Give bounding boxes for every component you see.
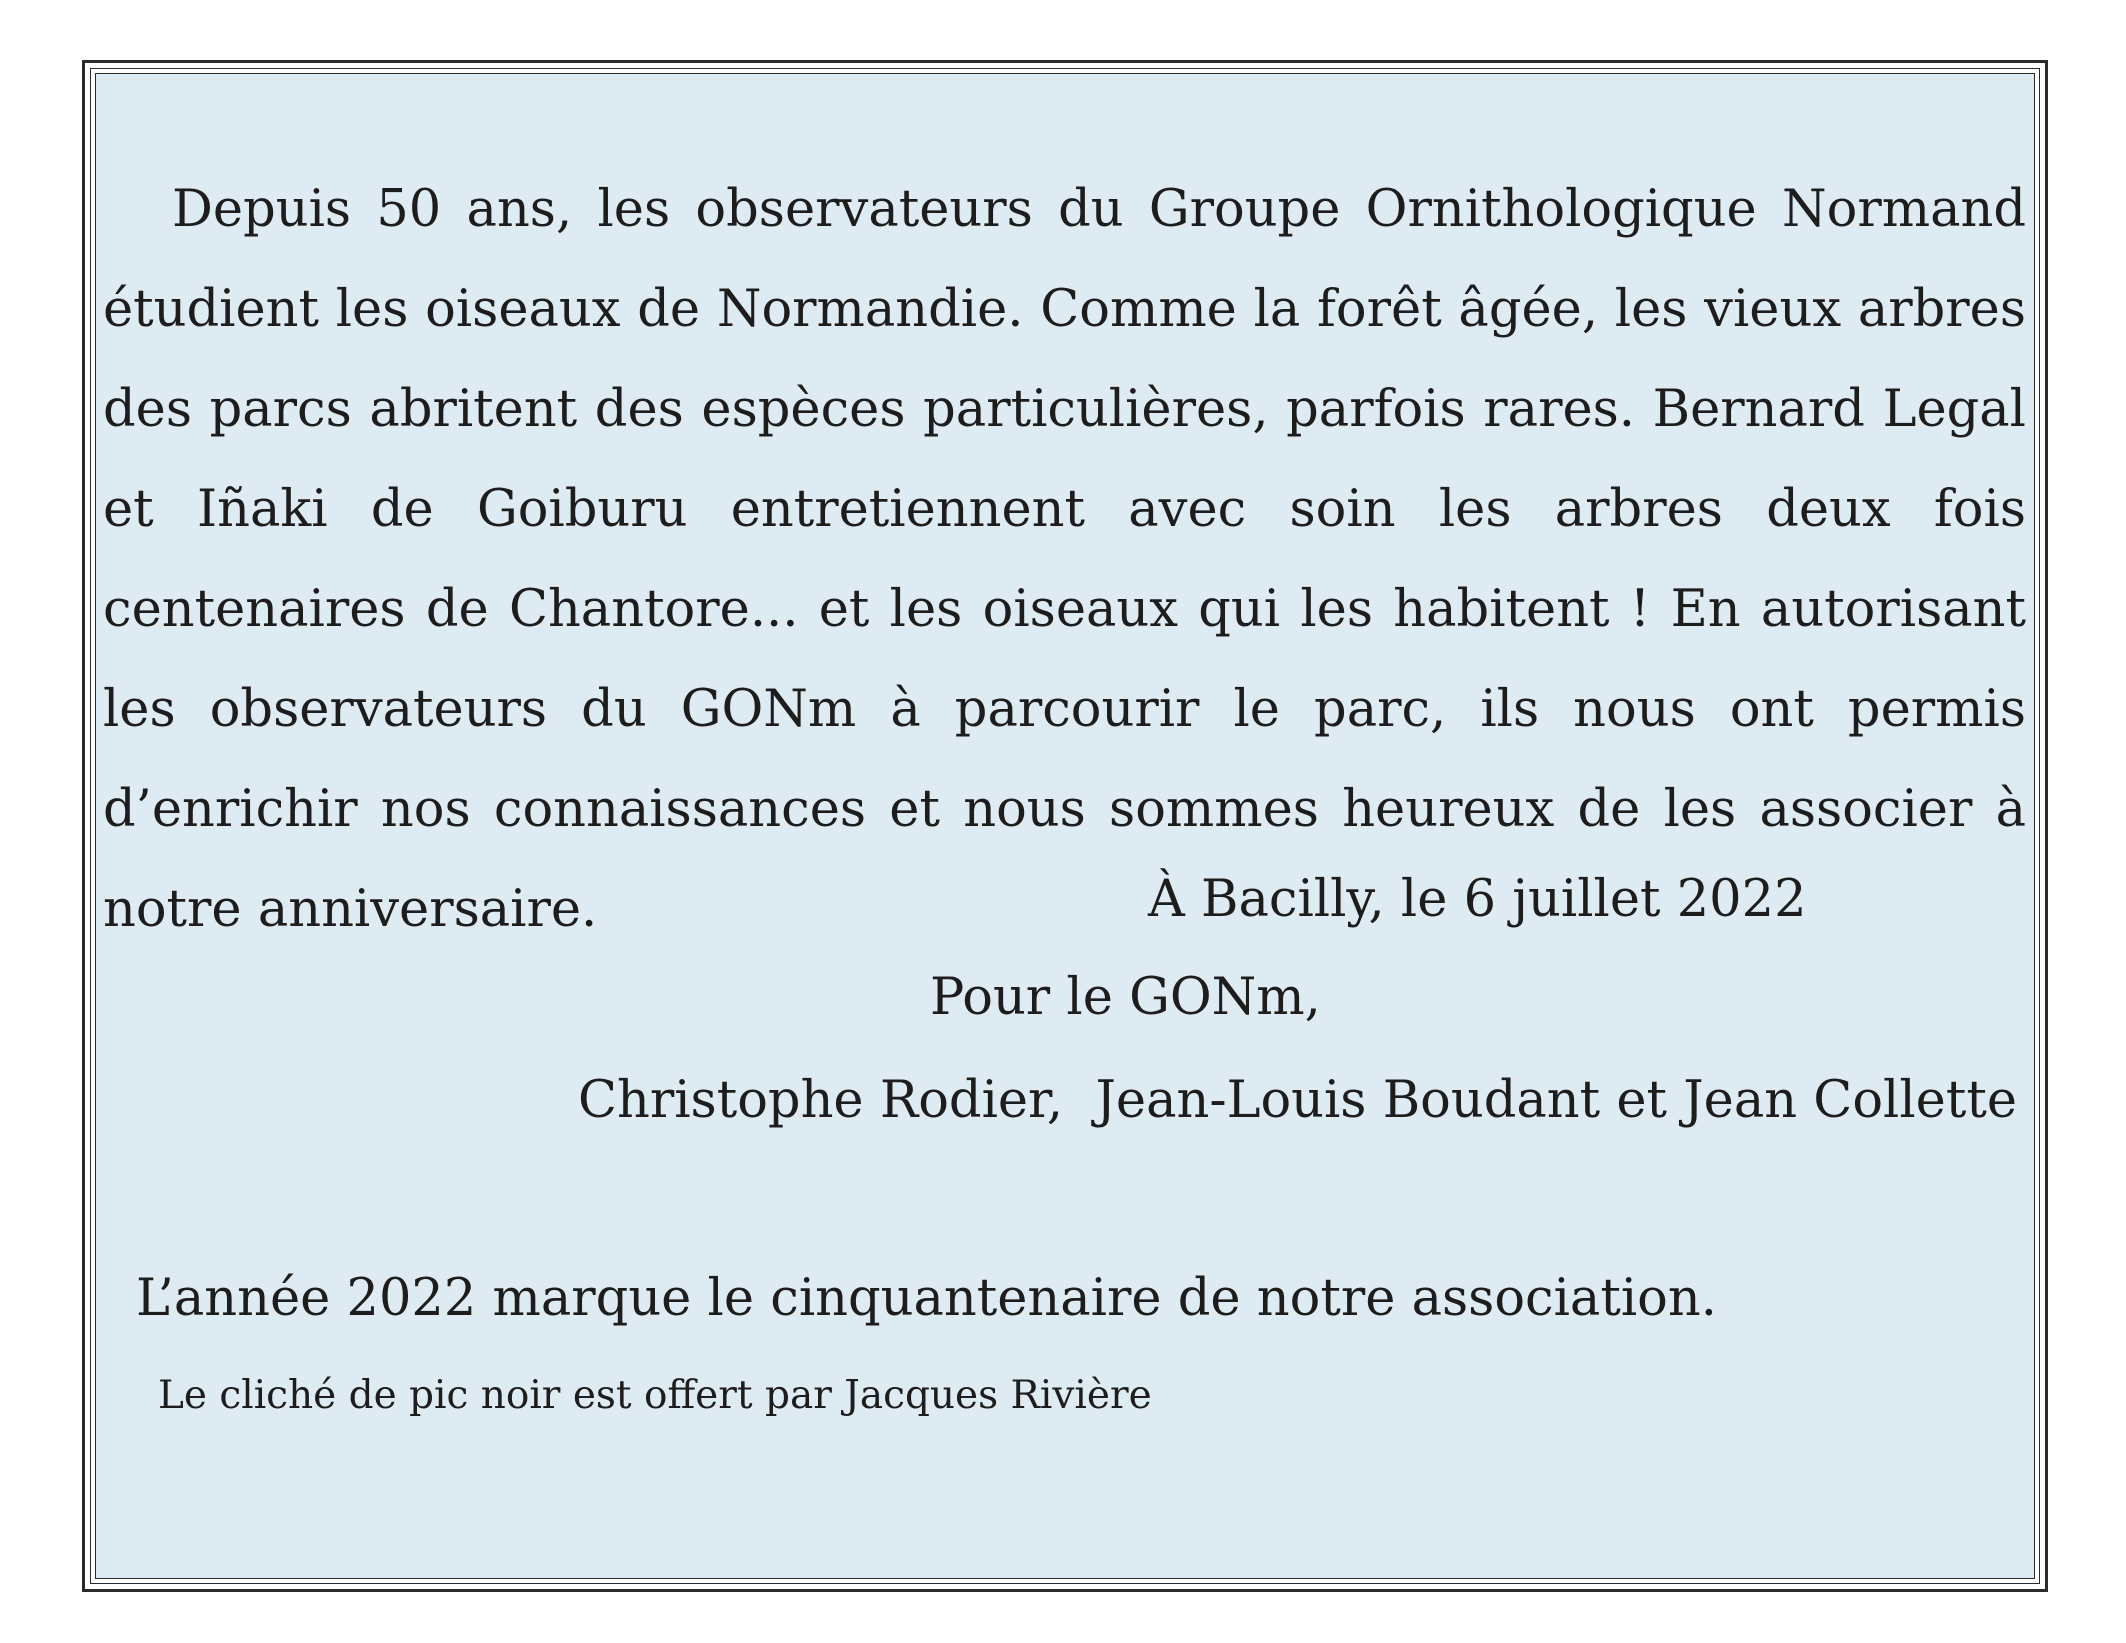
signatories-line: Christophe Rodier, Jean-Louis Boudant et Jean Collette — [578, 1071, 2018, 1130]
anniversary-note: L’année 2022 marque le cinquantenaire de notre association. — [136, 1269, 1717, 1328]
place-date-line: À Bacilly, le 6 juillet 2022 — [1148, 870, 1807, 929]
on-behalf-line: Pour le GONm, — [930, 968, 1321, 1027]
photo-credit: Le cliché de pic noir est offert par Jacques Rivière — [158, 1373, 1152, 1418]
letter-body-paragraph: Depuis 50 ans, les observateurs du Groupe Ornithologique Normand étudient les oiseaux de Normandie. Comme la forêt âgée, les vieux arbres des parcs abritent des espèces particulières, parfois rares. Bernard Legal et Iñaki de Goiburu entretiennent avec soin les arbres deux fois centenaires de Chantore... et les oiseaux qui les habitent ! En autorisant les observateurs du GONm à parcourir le parc, ils nous ont permis d’enrichir nos connaissances et nous sommes heureux de les associer à notre anniversaire. — [103, 180, 2026, 939]
